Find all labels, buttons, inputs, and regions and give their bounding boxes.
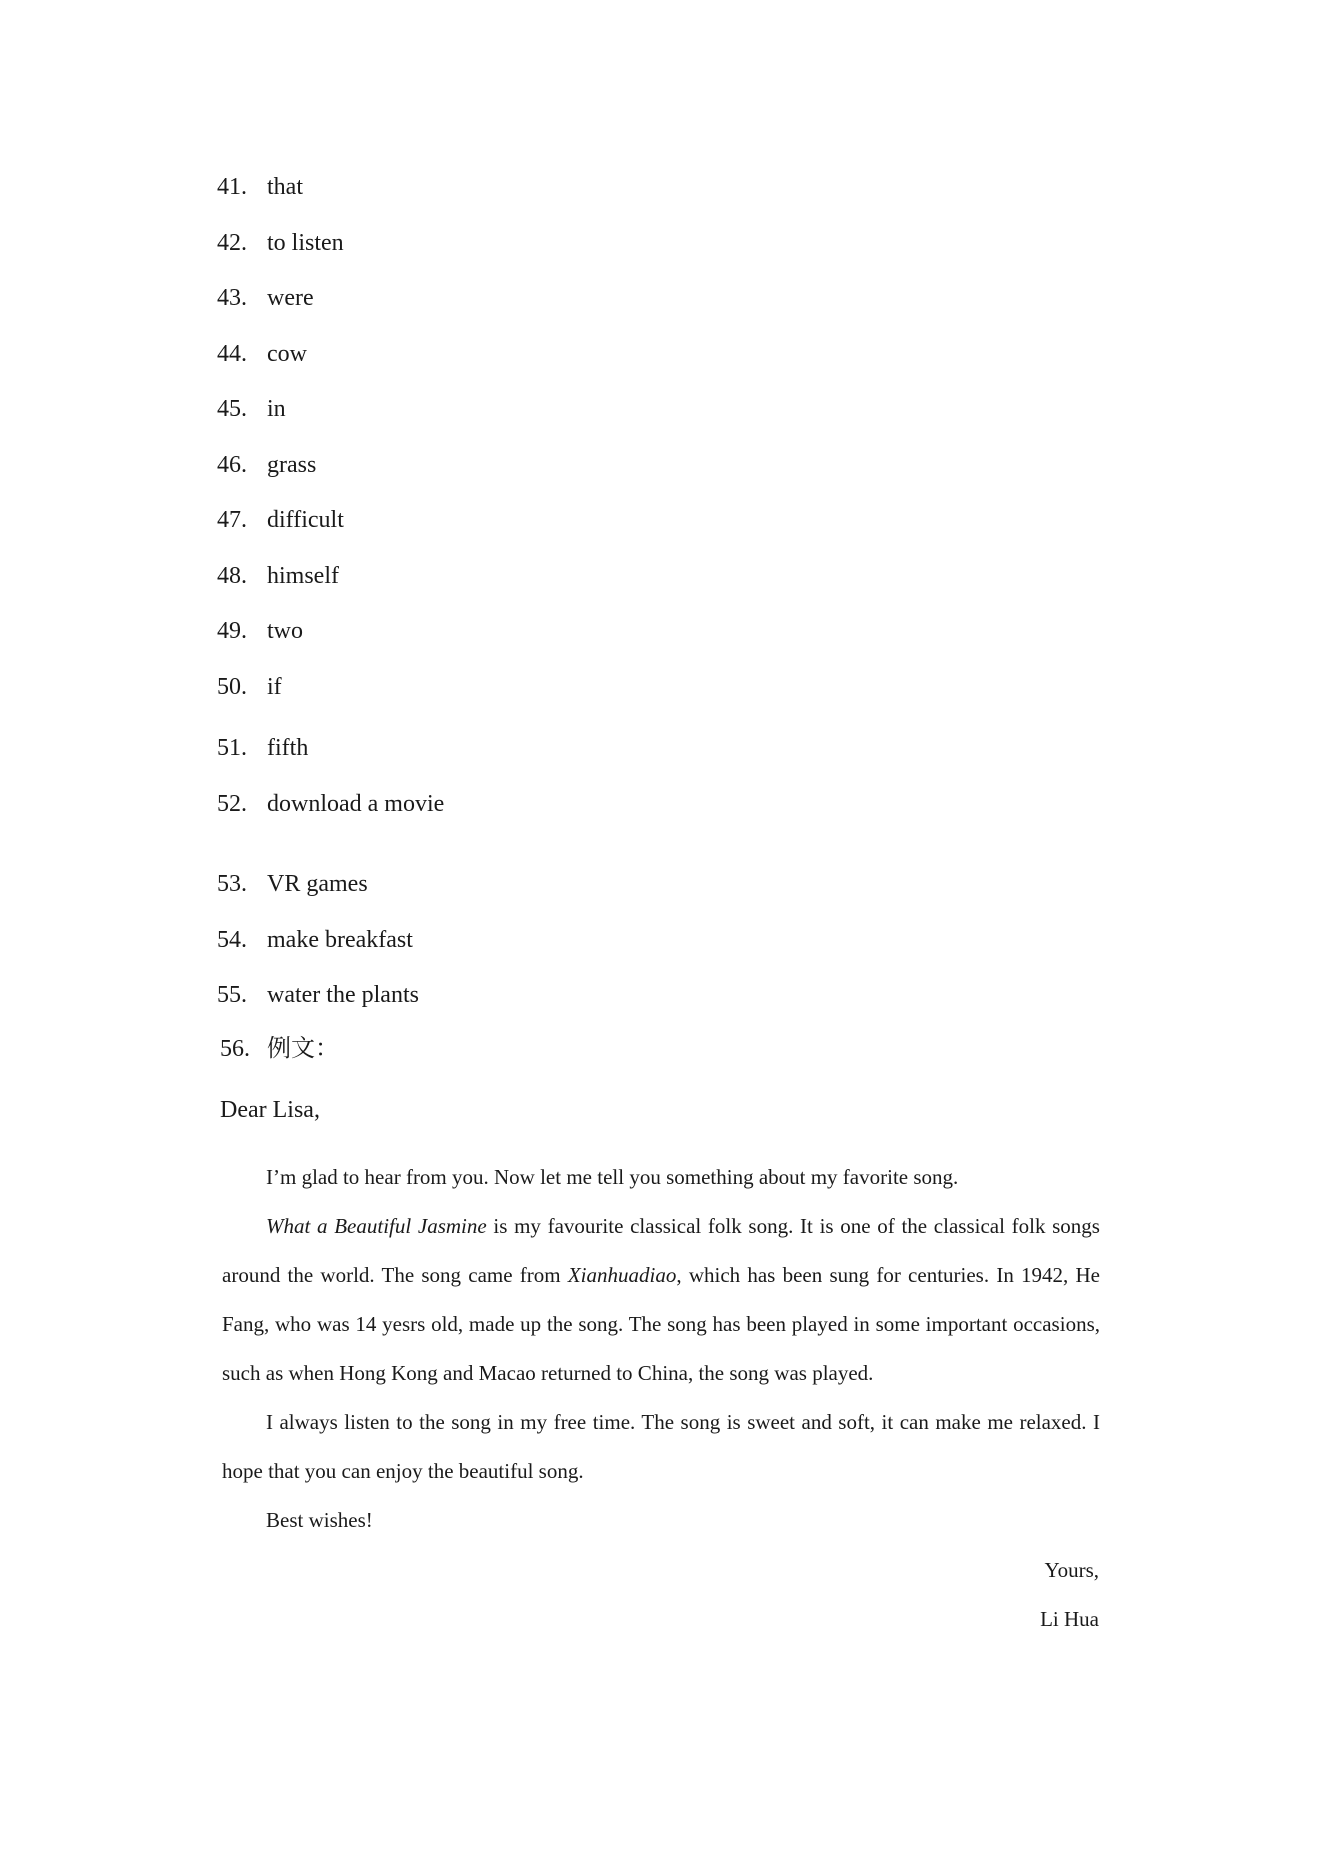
answer-text: that xyxy=(267,174,303,200)
answer-number: 55. xyxy=(217,982,247,1008)
answer-45 xyxy=(217,394,286,424)
paragraph-text: is my favourite classical folk song. It is one of the classical folk songs around the world. The song came from xyxy=(222,1214,1100,1287)
song-origin: Xianhuadiao xyxy=(567,1263,677,1287)
answer-text: if xyxy=(267,674,282,700)
answer-text: cow xyxy=(267,341,307,367)
answer-number: 47. xyxy=(217,507,247,533)
answer-number: 46. xyxy=(217,452,247,478)
answer-number: 45. xyxy=(217,396,247,422)
letter-closing: Yours, xyxy=(1044,1558,1099,1582)
letter-signature: Li Hua xyxy=(1040,1607,1099,1631)
letter-paragraph-3 xyxy=(222,1398,1100,1496)
answer-text: difficult xyxy=(267,507,344,533)
letter-paragraph-4 xyxy=(222,1496,1100,1545)
answer-number: 49. xyxy=(217,618,247,644)
song-title: What a Beautiful Jasmine xyxy=(266,1214,487,1238)
answer-text: 例文： xyxy=(267,1036,339,1062)
answer-50 xyxy=(217,672,282,702)
answer-text: make breakfast xyxy=(267,927,413,953)
answer-43 xyxy=(217,283,314,313)
answer-47 xyxy=(217,505,344,535)
answer-text: grass xyxy=(267,452,317,478)
answer-52 xyxy=(217,789,444,819)
answer-text: to listen xyxy=(267,230,344,256)
answer-text: download a movie xyxy=(267,791,445,817)
answer-number: 42. xyxy=(217,230,247,256)
answer-text: water the plants xyxy=(267,982,419,1008)
answer-number: 56. xyxy=(220,1036,250,1062)
answer-54 xyxy=(217,925,413,955)
answer-text: fifth xyxy=(267,735,309,761)
answer-text: VR games xyxy=(267,871,368,897)
paragraph-text: I always listen to the song in my free time. The song is sweet and soft, it can make me relaxed. I hope that you can enjoy the beautiful song. xyxy=(222,1410,1100,1483)
answer-number: 48. xyxy=(217,563,247,589)
answer-55 xyxy=(217,980,419,1010)
paragraph-text: I’m glad to hear from you. Now let me tell you something about my favorite song. xyxy=(266,1165,959,1189)
answer-42 xyxy=(217,228,344,258)
letter-paragraph-1 xyxy=(222,1153,1100,1202)
answer-number: 52. xyxy=(217,791,247,817)
answer-text: himself xyxy=(267,563,339,589)
answer-number: 43. xyxy=(217,285,247,311)
answer-41 xyxy=(217,172,303,202)
answer-text: were xyxy=(267,285,314,311)
answer-56 xyxy=(217,1034,339,1064)
answer-number: 44. xyxy=(217,341,247,367)
letter-paragraph-2 xyxy=(222,1202,1100,1398)
answer-number: 53. xyxy=(217,871,247,897)
answer-number: 51. xyxy=(217,735,247,761)
answer-48 xyxy=(217,561,339,591)
letter-salutation: Dear Lisa, xyxy=(220,1097,320,1123)
answer-number: 54. xyxy=(217,927,247,953)
answer-number: 50. xyxy=(217,674,247,700)
answer-text: two xyxy=(267,618,303,644)
answer-number: 41. xyxy=(217,174,247,200)
answer-51 xyxy=(217,733,308,763)
paragraph-text: , which has been sung for centuries. In 1942, He Fang, who was 14 yesrs old, made up the song. The song has been played in some important occasions, such as when Hong Kong and Macao returned to China, the song was played. xyxy=(222,1263,1100,1385)
paragraph-text: Best wishes! xyxy=(266,1508,373,1532)
answer-44 xyxy=(217,339,307,369)
answer-49 xyxy=(217,616,303,646)
answer-46 xyxy=(217,450,316,480)
answer-text: in xyxy=(267,396,286,422)
answer-53 xyxy=(217,869,368,899)
